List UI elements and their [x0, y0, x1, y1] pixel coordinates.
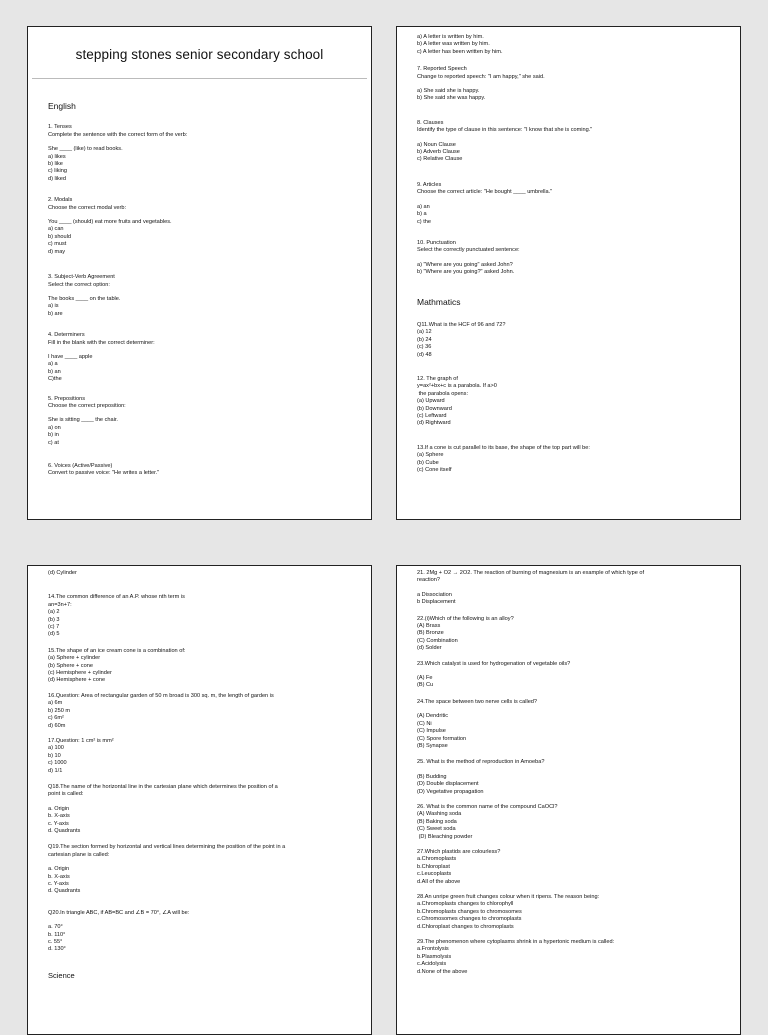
question-line: a.Frontolysis — [417, 946, 449, 953]
question-line — [48, 917, 351, 924]
question-line: (c) Cone itself — [417, 467, 452, 474]
question-line: b.Plasmolysis — [417, 953, 452, 960]
question-line: d.None of the above — [417, 968, 468, 975]
question-line: b) a — [417, 211, 427, 218]
question-list — [417, 322, 720, 475]
question-line: b. X-axis — [48, 873, 70, 880]
question-block — [48, 738, 351, 775]
question-spacer — [417, 607, 720, 616]
question-block — [417, 322, 720, 359]
question-line: b) 250 m — [48, 707, 71, 714]
question-line — [48, 347, 351, 354]
question-line: a) She said she is happy. — [417, 88, 480, 95]
question-line: (b) Cube — [417, 459, 439, 466]
question-spacer — [48, 730, 351, 738]
question-line: b) in — [48, 432, 59, 439]
question-line: d. Quadrants — [48, 827, 81, 834]
question-text: 27.Which plastids are colourless? — [417, 848, 501, 855]
question-block — [48, 910, 351, 954]
question-line — [417, 81, 720, 88]
question-text: a) A letter is written by him. — [417, 34, 484, 40]
question-spacer — [417, 690, 720, 699]
question-block — [48, 463, 351, 478]
question-line: d.Chloroplast changes to chromoplasts — [417, 923, 514, 930]
question-block — [417, 376, 720, 428]
question-text: 7. Reported Speech — [417, 66, 467, 73]
question-block — [48, 844, 351, 895]
question-line: (d) Rightward — [417, 420, 451, 427]
question-line: a Dissociation — [417, 591, 452, 598]
question-line: (D) Vegetative propagation — [417, 788, 484, 795]
question-text: 26. What is the common name of the compound CaOCl? — [417, 803, 558, 810]
question-spacer — [48, 183, 351, 197]
question-line — [417, 135, 720, 142]
question-text: 25. What is the method of reproduction in Amoeba? — [417, 759, 545, 766]
question-spacer — [48, 775, 351, 784]
question-line: (c) Leftward — [417, 413, 447, 419]
question-line: (C) Combination — [417, 637, 458, 644]
question-line: (c) 7 — [48, 624, 60, 631]
question-block — [417, 849, 720, 886]
question-block — [48, 332, 351, 383]
question-line: the parabola opens: — [417, 390, 469, 397]
question-line — [417, 197, 720, 204]
question-line: (a) Sphere — [417, 452, 444, 459]
question-spacer — [417, 359, 720, 376]
question-line: (A) Brass — [417, 623, 441, 630]
question-spacer — [417, 164, 720, 182]
question-text: 8. Clauses — [417, 119, 444, 126]
question-block — [48, 124, 351, 183]
question-line: Change to reported speech: "I am happy," she said. — [417, 73, 545, 80]
question-block — [417, 939, 720, 976]
question-line: (a) 2 — [48, 609, 60, 616]
question-text: 29.The phenomenon where cytoplasms shrink in a hypertonic medium is called: — [417, 939, 615, 946]
question-line: a.Chromoplasts — [417, 856, 457, 863]
question-block — [417, 894, 720, 931]
question-spacer — [48, 685, 351, 693]
question-line: a. Origin — [48, 866, 70, 873]
question-block — [417, 570, 720, 607]
question-line: c) 6m² — [48, 715, 64, 722]
question-block — [417, 699, 720, 750]
question-line — [48, 410, 351, 417]
question-line: cartesian plane is called: — [48, 851, 110, 858]
question-line — [48, 799, 351, 806]
question-line: a) 100 — [48, 745, 64, 752]
section-heading-science: Science — [48, 970, 75, 980]
question-line: a. 70° — [48, 924, 63, 931]
question-text: 21. 2Mg + O2 → 2O2. The reaction of burning of magnesium is an example of which type of — [417, 570, 645, 576]
question-line: (B) Cu — [417, 682, 434, 689]
question-text: 6. Voices (Active/Passive) — [48, 463, 113, 469]
question-block — [417, 804, 720, 841]
question-line: d) liked — [48, 175, 67, 182]
question-line: c) 1000 — [48, 760, 67, 767]
question-text: Q19.The section formed by horizontal and vertical lines determining the position of the point in a — [48, 844, 286, 851]
question-list — [417, 570, 720, 976]
question-line: a) an — [417, 203, 430, 210]
question-text: 1. Tenses — [48, 124, 72, 131]
question-line: b.Chloroplast — [417, 863, 450, 870]
question-line: (A) Washing soda — [417, 811, 462, 818]
question-line: reaction? — [417, 577, 441, 584]
question-block — [417, 616, 720, 653]
question-line: Complete the sentence with the correct form of the verb: — [48, 131, 188, 138]
question-block — [417, 661, 720, 690]
question-line: b) like — [48, 161, 63, 168]
question-text: Q18.The name of the horizontal line in the cartesian plane which determines the position of a — [48, 783, 278, 790]
question-line — [48, 859, 351, 866]
question-text: 23.Which catalyst is used for hydrogenation of vegetable oils? — [417, 660, 571, 667]
question-line: d. 130° — [48, 946, 66, 953]
question-text: 2. Modals — [48, 197, 73, 204]
question-text: Q20.In triangle ABC, if AB=BC and ∠B = 70°, ∠A will be: — [48, 909, 190, 916]
question-line: a) a — [48, 361, 58, 368]
question-line: d.All of the above — [417, 878, 461, 885]
question-line: (b) 24 — [417, 336, 432, 343]
question-line: Identify the type of clause in this sentence: "I know that she is coming." — [417, 127, 593, 134]
question-spacer — [417, 796, 720, 804]
document-page-2 — [396, 26, 741, 520]
question-line: c) must — [48, 241, 67, 248]
question-line: b) A letter was written by him. — [417, 41, 490, 48]
question-line: (c) Hemisphere + cylinder — [48, 670, 112, 677]
question-line — [417, 668, 720, 675]
question-line: point is called: — [48, 791, 84, 798]
section-heading-mathmatics: Mathmatics — [417, 296, 461, 307]
question-line: (a) Upward — [417, 398, 445, 405]
question-block — [48, 594, 351, 638]
question-line: b) an — [48, 368, 61, 375]
question-text: 28.An unripe green fruit changes colour when it ripens. The reason being: — [417, 894, 600, 900]
question-line: I have ____ apple — [48, 353, 93, 360]
question-line: Select the correctly punctuated sentence: — [417, 247, 520, 254]
question-block — [417, 34, 720, 56]
question-spacer — [48, 318, 351, 332]
question-spacer — [417, 750, 720, 759]
question-line: b. X-axis — [48, 813, 70, 820]
question-line: d) may — [48, 248, 66, 255]
question-block — [417, 445, 720, 475]
question-line: an=3n+7: — [48, 601, 72, 608]
question-line: (C) Ni — [417, 720, 432, 727]
question-spacer — [417, 931, 720, 939]
question-line: b) Adverb Clause — [417, 149, 460, 156]
question-line: c. 55° — [48, 939, 63, 946]
question-text: 9. Articles — [417, 181, 442, 188]
question-block — [48, 570, 351, 577]
question-line: a) likes — [48, 153, 66, 160]
question-spacer — [48, 835, 351, 844]
question-list — [48, 570, 351, 954]
question-line: Choose the correct preposition: — [48, 402, 126, 409]
question-line: Convert to passive voice: "He writes a letter." — [48, 470, 160, 477]
question-line — [417, 585, 720, 592]
question-line: (b) Downward — [417, 405, 452, 412]
question-line: b) should — [48, 233, 72, 240]
question-line: C)the — [48, 376, 62, 383]
question-line — [417, 255, 720, 262]
question-line: a) is — [48, 303, 59, 310]
question-spacer — [48, 384, 351, 396]
question-text: 13.If a cone is cut parallel to its base, the shape of the top part will be: — [417, 444, 590, 451]
question-line: Choose the correct modal verb: — [48, 204, 127, 211]
question-line: a.Chromoplasts changes to chlorophyll — [417, 901, 514, 908]
question-line: c.Leucoplasts — [417, 871, 452, 878]
question-list — [48, 124, 351, 477]
question-spacer — [417, 886, 720, 894]
document-page-1 — [27, 26, 372, 520]
question-block — [48, 197, 351, 256]
question-spacer — [48, 896, 351, 910]
question-line: The books ____ on the table. — [48, 295, 121, 302]
question-spacer — [417, 428, 720, 445]
question-text: 17.Question: 1 cm² is mm² — [48, 737, 114, 744]
question-text: (d) Cylinder — [48, 570, 77, 576]
question-block — [417, 120, 720, 164]
question-block — [417, 240, 720, 277]
question-line: You ____ (should) eat more fruits and vegetables. — [48, 219, 172, 226]
question-line: d) 1/1 — [48, 767, 63, 774]
question-text: 22.(i)Which of the following is an alloy? — [417, 615, 514, 622]
school-title: stepping stones senior secondary school — [75, 47, 324, 62]
question-line: (D) Double displacement — [417, 781, 479, 788]
question-text: 24.The space between two nerve cells is called? — [417, 698, 538, 705]
question-line: c) the — [417, 218, 431, 225]
question-line — [48, 212, 351, 219]
question-block — [417, 759, 720, 796]
question-line — [48, 289, 351, 296]
question-line: (C) Sweet soda — [417, 826, 456, 833]
question-line: b) "Where are you going?" asked John. — [417, 269, 515, 276]
document-page-3 — [27, 565, 372, 1035]
question-line: a) "Where are you going" asked John? — [417, 261, 513, 268]
question-line: a) can — [48, 226, 64, 233]
question-line: a) Noun Clause — [417, 141, 456, 148]
question-line: (b) 3 — [48, 616, 60, 623]
question-line — [48, 139, 351, 146]
question-line: (B) Synapse — [417, 742, 448, 749]
question-line: b) 10 — [48, 752, 61, 759]
question-line: c. Y-axis — [48, 881, 69, 887]
question-line: (a) Sphere + cylinder — [48, 655, 101, 662]
question-line: c) Relative Clause — [417, 156, 463, 163]
question-block — [48, 274, 351, 318]
question-line: (d) Hemisphere + cone — [48, 677, 106, 684]
question-line: (B) Budding — [417, 773, 447, 780]
question-spacer — [417, 103, 720, 120]
question-line: c.Acidolysis — [417, 961, 447, 968]
question-block — [48, 396, 351, 447]
question-line: Fill in the blank with the correct determiner: — [48, 339, 155, 346]
question-spacer — [48, 577, 351, 594]
question-line: (A) Dendritic — [417, 713, 449, 720]
question-line: Choose the correct article: "He bought ____ umbrella." — [417, 189, 553, 196]
question-line: c) at — [48, 439, 59, 446]
question-list — [417, 34, 720, 277]
question-line: (C) Spore formation — [417, 735, 467, 742]
question-line: b Displacement — [417, 599, 456, 606]
question-line: a. Origin — [48, 805, 70, 812]
question-line: (B) Bronze — [417, 630, 444, 637]
question-line: c. Y-axis — [48, 820, 69, 827]
question-line: Select the correct option: — [48, 281, 110, 288]
question-line: b. 110° — [48, 931, 66, 938]
document-page-4 — [396, 565, 741, 1035]
question-line: c) A letter has been written by him. — [417, 48, 503, 55]
question-line: b.Chromoplasts changes to chromosomes — [417, 908, 522, 915]
question-text: 14.The common difference of an A.P. whose nth term is — [48, 594, 185, 601]
question-line — [417, 706, 720, 713]
question-block — [48, 693, 351, 730]
question-line: c.Chromosomes changes to chromoplasts — [417, 916, 522, 923]
question-line: (c) 36 — [417, 344, 432, 351]
question-text: 5. Prepositions — [48, 395, 86, 402]
question-spacer — [417, 226, 720, 240]
question-spacer — [417, 653, 720, 661]
question-spacer — [48, 639, 351, 648]
question-block — [48, 648, 351, 685]
question-line: c) liking — [48, 168, 67, 175]
question-block — [417, 182, 720, 226]
question-line: (d) 48 — [417, 351, 432, 358]
question-block — [417, 66, 720, 103]
question-text: Q11.What is the HCF of 96 and 72? — [417, 321, 506, 328]
question-line: a) 6m — [48, 700, 63, 707]
question-line: (d) Solder — [417, 645, 442, 652]
question-line: (d) 5 — [48, 631, 60, 638]
question-line: b) are — [48, 310, 63, 317]
question-line: a) on — [48, 424, 61, 431]
question-line — [417, 767, 720, 774]
question-spacer — [417, 841, 720, 849]
question-line: b) She said she was happy. — [417, 95, 486, 102]
question-text: 4. Determiners — [48, 332, 85, 339]
question-line: (D) Bleaching powder — [417, 833, 473, 840]
question-spacer — [48, 447, 351, 463]
question-line: (C) Impulse — [417, 728, 446, 735]
question-text: 15.The shape of an ice cream cone is a combination of: — [48, 647, 186, 654]
question-spacer — [417, 56, 720, 66]
question-line: (b) Sphere + cone — [48, 662, 93, 669]
question-text: 16.Question: Area of rectangular garden of 50 m broad is 300 sq. m, the length of garden is — [48, 692, 274, 699]
question-spacer — [48, 256, 351, 274]
question-line: (a) 12 — [417, 329, 432, 336]
question-text: 12. The graph of — [417, 375, 458, 382]
question-line: She ____ (like) to read books. — [48, 146, 123, 153]
question-line: (B) Baking soda — [417, 818, 457, 825]
question-line: (A) Fe — [417, 675, 433, 682]
question-text: 3. Subject-Verb Agreement — [48, 274, 115, 281]
section-heading-english: English — [48, 101, 76, 111]
question-line: y=ax²+bx+c is a parabola. If a>0 — [417, 383, 497, 390]
question-line: She is sitting ____ the chair. — [48, 417, 118, 424]
question-line: d. Quadrants — [48, 888, 81, 895]
question-text: 10. Punctuation — [417, 239, 456, 246]
question-line: d) 60m — [48, 722, 66, 729]
question-block — [48, 784, 351, 835]
